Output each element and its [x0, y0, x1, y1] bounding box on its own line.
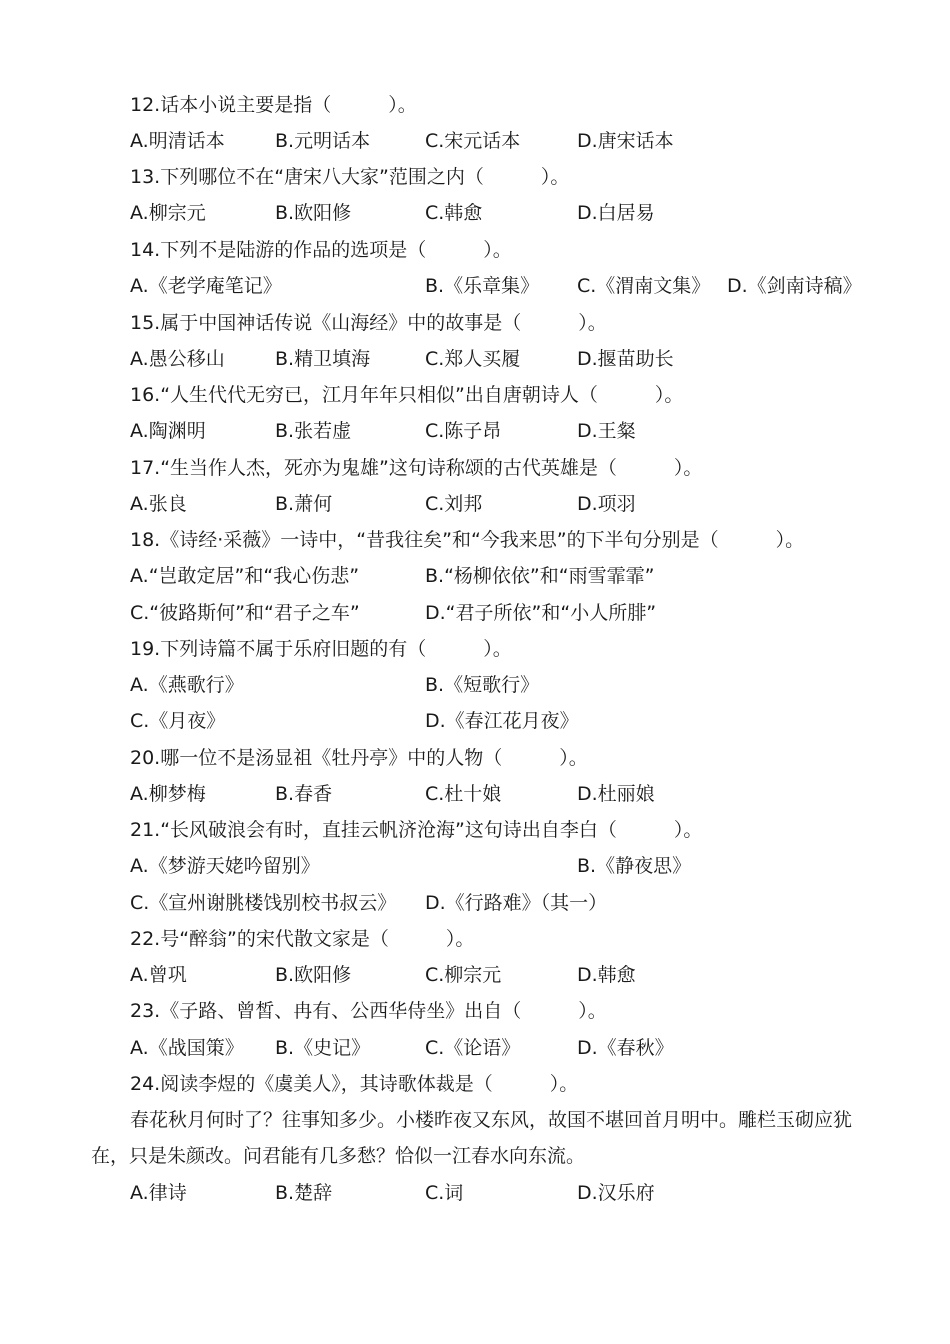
option-a: A.《战国策》 [130, 1037, 244, 1059]
option-b: B.“杨柳依依”和“雨雪霏霏” [425, 565, 655, 587]
option-b: B.欧阳修 [275, 202, 352, 224]
option-d: D.揠苗助长 [577, 348, 674, 370]
option-c: C.郑人买履 [425, 348, 521, 370]
option-d: D.《行路难》（其一） [425, 892, 608, 914]
option-c: C.《渭南文集》 [577, 275, 711, 297]
option-b: B.张若虚 [275, 420, 352, 442]
option-d: D.唐宋话本 [577, 130, 674, 152]
option-c: C.《论语》 [425, 1037, 521, 1059]
option-a: A.《老学庵笔记》 [130, 275, 282, 297]
option-c: C.韩愈 [425, 202, 483, 224]
option-d: D.汉乐府 [577, 1182, 655, 1204]
option-c: C.杜十娘 [425, 783, 502, 805]
option-b: B.《乐章集》 [425, 275, 540, 297]
question-stem: 14.下列不是陆游的作品的选项是（ ）。 [130, 239, 512, 261]
option-b: B.春香 [275, 783, 333, 805]
question-stem: 23.《子路、曾皙、冉有、公西华侍坐》出自（ ）。 [130, 1000, 607, 1022]
option-b: B.《静夜思》 [577, 855, 692, 877]
option-a: A.陶渊明 [130, 420, 206, 442]
option-c: C.《宣州谢朓楼饯别校书叔云》 [130, 892, 397, 914]
option-b: B.《短歌行》 [425, 674, 540, 696]
option-b: B.萧何 [275, 493, 333, 515]
option-c: C.词 [425, 1182, 464, 1204]
poem-passage-line: 春花秋月何时了？往事知多少。小楼昨夜又东风，故国不堪回首月明中。雕栏玉砌应犹 [130, 1109, 853, 1131]
option-a: A.柳宗元 [130, 202, 206, 224]
option-b: B.楚辞 [275, 1182, 333, 1204]
option-c: C.《月夜》 [130, 710, 226, 732]
option-b: B.欧阳修 [275, 964, 352, 986]
option-c: C.刘邦 [425, 493, 483, 515]
question-stem: 16.“人生代代无穷已，江月年年只相似”出自唐朝诗人（ ）。 [130, 384, 684, 406]
option-d: D.韩愈 [577, 964, 636, 986]
option-a: A.愚公移山 [130, 348, 225, 370]
option-b: B.精卫填海 [275, 348, 371, 370]
option-d: D.《剑南诗稿》 [727, 275, 862, 297]
option-d: D.项羽 [577, 493, 636, 515]
question-stem: 22.号“醉翁”的宋代散文家是（ ）。 [130, 928, 475, 950]
question-stem: 18.《诗经·采薇》一诗中，“昔我往矣”和“今我来思”的下半句分别是（ ）。 [130, 529, 805, 551]
option-a: A.明清话本 [130, 130, 225, 152]
option-a: A.“岂敢定居”和“我心伤悲” [130, 565, 360, 587]
poem-passage-line: 在，只是朱颜改。问君能有几多愁？恰似一江春水向东流。 [91, 1145, 586, 1167]
option-c: C.陈子昂 [425, 420, 502, 442]
option-d: D.白居易 [577, 202, 655, 224]
question-stem: 15.属于中国神话传说《山海经》中的故事是（ ）。 [130, 312, 607, 334]
option-a: A.柳梦梅 [130, 783, 206, 805]
option-a: A.《梦游天姥吟留别》 [130, 855, 320, 877]
option-a: A.曾巩 [130, 964, 187, 986]
question-stem: 12.话本小说主要是指（ ）。 [130, 94, 417, 116]
question-stem: 20.哪一位不是汤显祖《牡丹亭》中的人物（ ）。 [130, 747, 588, 769]
option-c: C.“彼路斯何”和“君子之车” [130, 602, 360, 624]
option-d: D.“君子所依”和“小人所腓” [425, 602, 657, 624]
question-stem: 19.下列诗篇不属于乐府旧题的有（ ）。 [130, 638, 512, 660]
option-b: B.元明话本 [275, 130, 371, 152]
option-d: D.杜丽娘 [577, 783, 655, 805]
option-d: D.《春秋》 [577, 1037, 674, 1059]
question-stem: 17.“生当作人杰，死亦为鬼雄”这句诗称颂的古代英雄是（ ）。 [130, 457, 703, 479]
option-c: C.宋元话本 [425, 130, 521, 152]
option-d: D.《春江花月夜》 [425, 710, 579, 732]
option-a: A.《燕歌行》 [130, 674, 244, 696]
question-stem: 24.阅读李煜的《虞美人》，其诗歌体裁是（ ）。 [130, 1073, 579, 1095]
question-stem: 13.下列哪位不在“唐宋八大家”范围之内（ ）。 [130, 166, 570, 188]
option-d: D.王粲 [577, 420, 636, 442]
option-a: A.律诗 [130, 1182, 187, 1204]
option-b: B.《史记》 [275, 1037, 371, 1059]
option-c: C.柳宗元 [425, 964, 502, 986]
option-a: A.张良 [130, 493, 187, 515]
question-stem: 21.“长风破浪会有时，直挂云帆济沧海”这句诗出自李白（ ）。 [130, 819, 703, 841]
